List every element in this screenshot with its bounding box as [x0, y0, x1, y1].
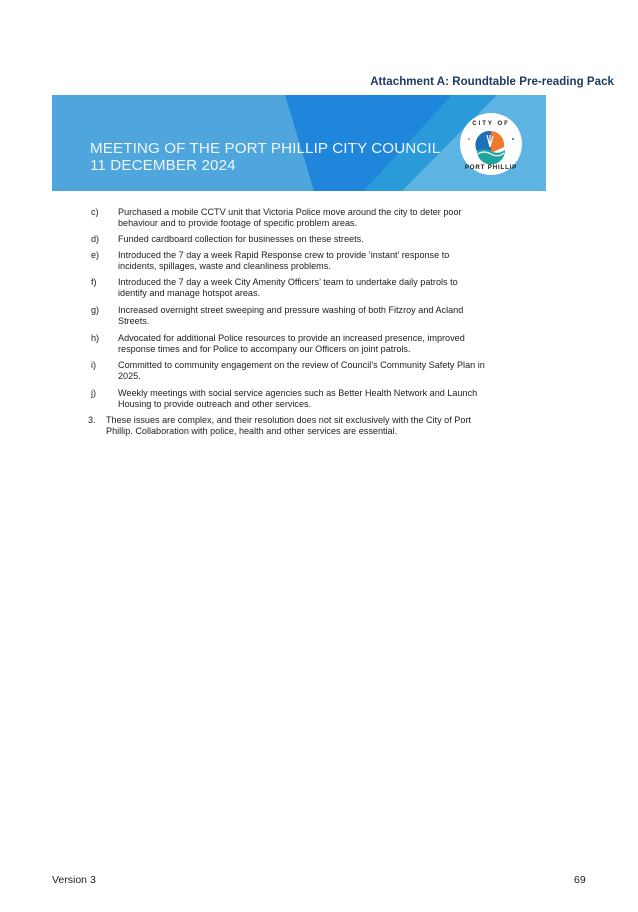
list-item-label: i)	[91, 360, 97, 370]
list-item-label: f)	[91, 277, 97, 287]
list-item-text: Introduced the 7 day a week Rapid Response crew to provide ‘instant’ response to incidents, spillages, waste and cleanliness problems.	[118, 250, 450, 272]
meeting-banner	[52, 95, 546, 191]
numbered-item-label: 3.	[88, 415, 96, 425]
numbered-item-text: These issues are complex, and their resolution does not sit exclusively with the City of Port Phillip. Collaboration with police, health and other services are essential.	[106, 415, 471, 437]
footer-page-number: 69	[574, 874, 586, 886]
list-item-label: h)	[91, 333, 100, 343]
logo-top-text: CITY OF	[472, 121, 510, 127]
list-item-text: Increased overnight street sweeping and pressure washing of both Fitzroy and Acland Streets.	[118, 305, 464, 327]
list-item-text: Introduced the 7 day a week City Amenity Officers’ team to undertake daily patrols to identify and manage hotspot areas.	[118, 277, 458, 299]
list-item-text: Funded cardboard collection for businesses on these streets.	[118, 234, 364, 244]
list-item-text: Weekly meetings with social service agencies such as Better Health Network and Launch Housing to provide outreach and other services.	[118, 388, 478, 410]
banner-title-line1: MEETING OF THE PORT PHILLIP CITY COUNCIL	[90, 140, 441, 157]
footer-version: Version 3	[52, 874, 96, 886]
list-item-label: j)	[91, 388, 97, 398]
attachment-title: Attachment A: Roundtable Pre-reading Pack	[370, 76, 614, 88]
list-item-label: d)	[91, 234, 100, 244]
list-item-label: g)	[91, 305, 100, 315]
list-item-label: e)	[91, 250, 100, 260]
city-of-port-phillip-logo-icon	[460, 113, 522, 175]
logo-bottom-text: PORT PHILLIP	[464, 164, 518, 171]
list-item-text: Committed to community engagement on the review of Council’s Community Safety Plan in 2025.	[118, 360, 485, 382]
banner-title-line2: 11 DECEMBER 2024	[90, 157, 236, 174]
banner-title	[90, 140, 440, 174]
list-item-label: c)	[91, 207, 99, 217]
list-item-text: Purchased a mobile CCTV unit that Victoria Police move around the city to deter poor behaviour and to provide footage of specific problem areas.	[118, 207, 462, 229]
list-item-text: Advocated for additional Police resources to provide an increased presence, improved response times and for Police to accompany our Officers on joint patrols.	[118, 333, 465, 355]
